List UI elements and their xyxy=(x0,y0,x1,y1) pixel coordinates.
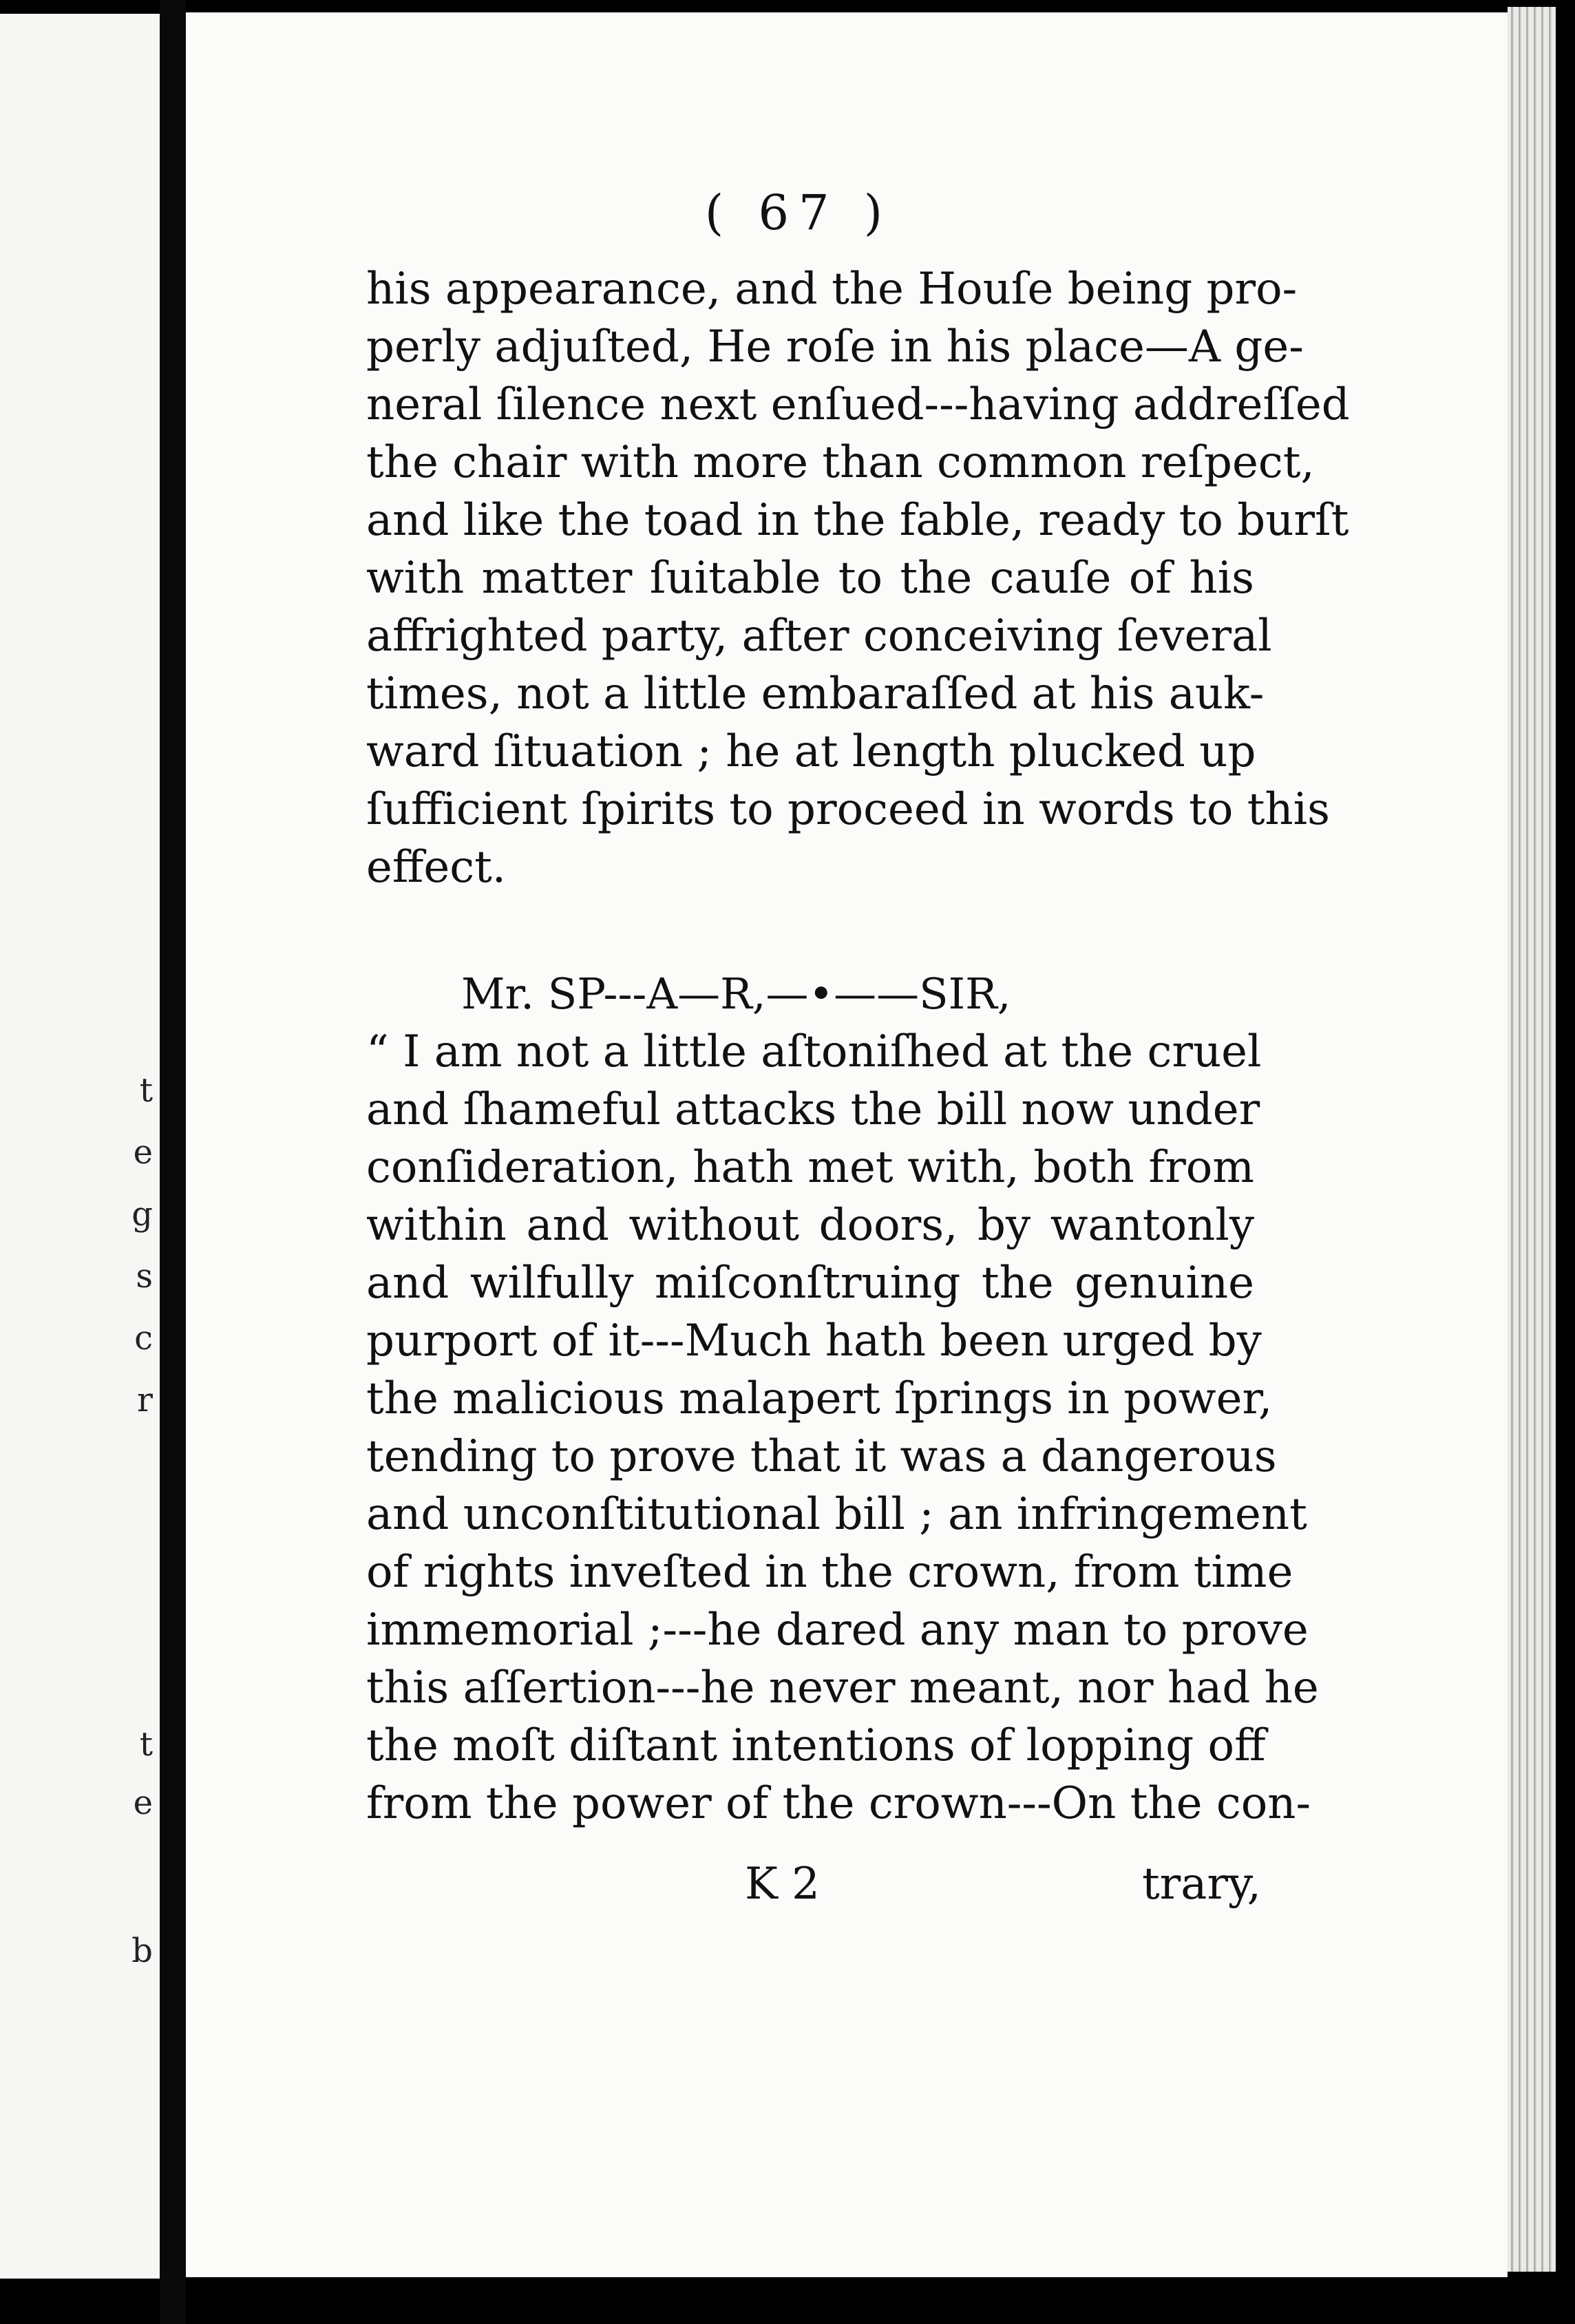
text-line: of rights inveſted in the crown, from time xyxy=(366,1547,1293,1598)
signature-mark: K 2 xyxy=(745,1859,820,1910)
text-line: ward ſituation ; he at length plucked up xyxy=(366,726,1256,777)
text-line: “ I am not a little aſtoniſhed at the cruel xyxy=(366,1026,1262,1077)
page-edges xyxy=(1508,7,1556,2272)
text-line: and wilfully miſconſtruing the genuine xyxy=(366,1258,1254,1309)
book-gutter xyxy=(160,0,186,2324)
left-page-fragment: b xyxy=(131,1932,153,1970)
left-page-fragment: r xyxy=(137,1381,153,1419)
text-line: immemorial ;---he dared any man to prove xyxy=(366,1605,1309,1656)
text-line: tending to prove that it was a dangerous xyxy=(366,1431,1277,1482)
text-line: affrighted party, after conceiving ſeveral xyxy=(366,611,1272,662)
left-page-fragments xyxy=(0,14,160,2279)
text-line: and unconſtitutional bill ; an infringement xyxy=(366,1489,1307,1540)
text-line: the malicious malapert ſprings in power, xyxy=(366,1373,1273,1424)
text-line: this aſſertion---he never meant, nor had he xyxy=(366,1662,1319,1713)
text-line: the chair with more than common reſpect, xyxy=(366,437,1315,488)
text-line: perly adjuſted, He roſe in his place—A ge- xyxy=(366,321,1304,372)
paragraph-gap xyxy=(366,896,1254,965)
text-line: within and without doors, by wantonly xyxy=(366,1200,1254,1251)
text-line: his appearance, and the Houſe being pro- xyxy=(366,264,1298,315)
left-page-fragment: g xyxy=(131,1195,153,1234)
text-line: the moſt diſtant intentions of lopping off xyxy=(366,1720,1266,1771)
text-line: neral ſilence next enſued---having addreſſed xyxy=(366,379,1350,430)
left-page-fragment: t xyxy=(139,1071,153,1110)
text-line: and ſhameful attacks the bill now under xyxy=(366,1084,1260,1135)
left-page-fragment: s xyxy=(136,1257,153,1296)
text-line: from the power of the crown---On the con- xyxy=(366,1778,1311,1829)
text-line: ſufficient ſpirits to proceed in words to this xyxy=(366,784,1330,835)
page-number: ( 67 ) xyxy=(704,184,893,241)
text-line: times, not a little embaraſſed at his auk- xyxy=(366,668,1265,719)
left-page-fragment: t xyxy=(139,1725,153,1764)
left-page-fragment: e xyxy=(133,1784,153,1822)
left-page xyxy=(0,14,160,2279)
text-line: conſideration, hath met with, both from xyxy=(366,1142,1254,1193)
text-line: effect. xyxy=(366,842,507,893)
catchword: trary, xyxy=(1141,1859,1261,1910)
salutation: Mr. SP---A—R,—•——SIR, xyxy=(461,969,1011,1019)
left-page-fragment: c xyxy=(134,1319,153,1358)
page-footer xyxy=(366,1859,1261,1921)
text-block xyxy=(366,260,1350,1832)
text-line: purport of it---Much hath been urged by xyxy=(366,1316,1262,1366)
text-line: and like the toad in the fable, ready to burſt xyxy=(366,495,1349,546)
left-page-fragment: e xyxy=(133,1133,153,1172)
text-line: with matter ſuitable to the cauſe of his xyxy=(366,553,1254,604)
